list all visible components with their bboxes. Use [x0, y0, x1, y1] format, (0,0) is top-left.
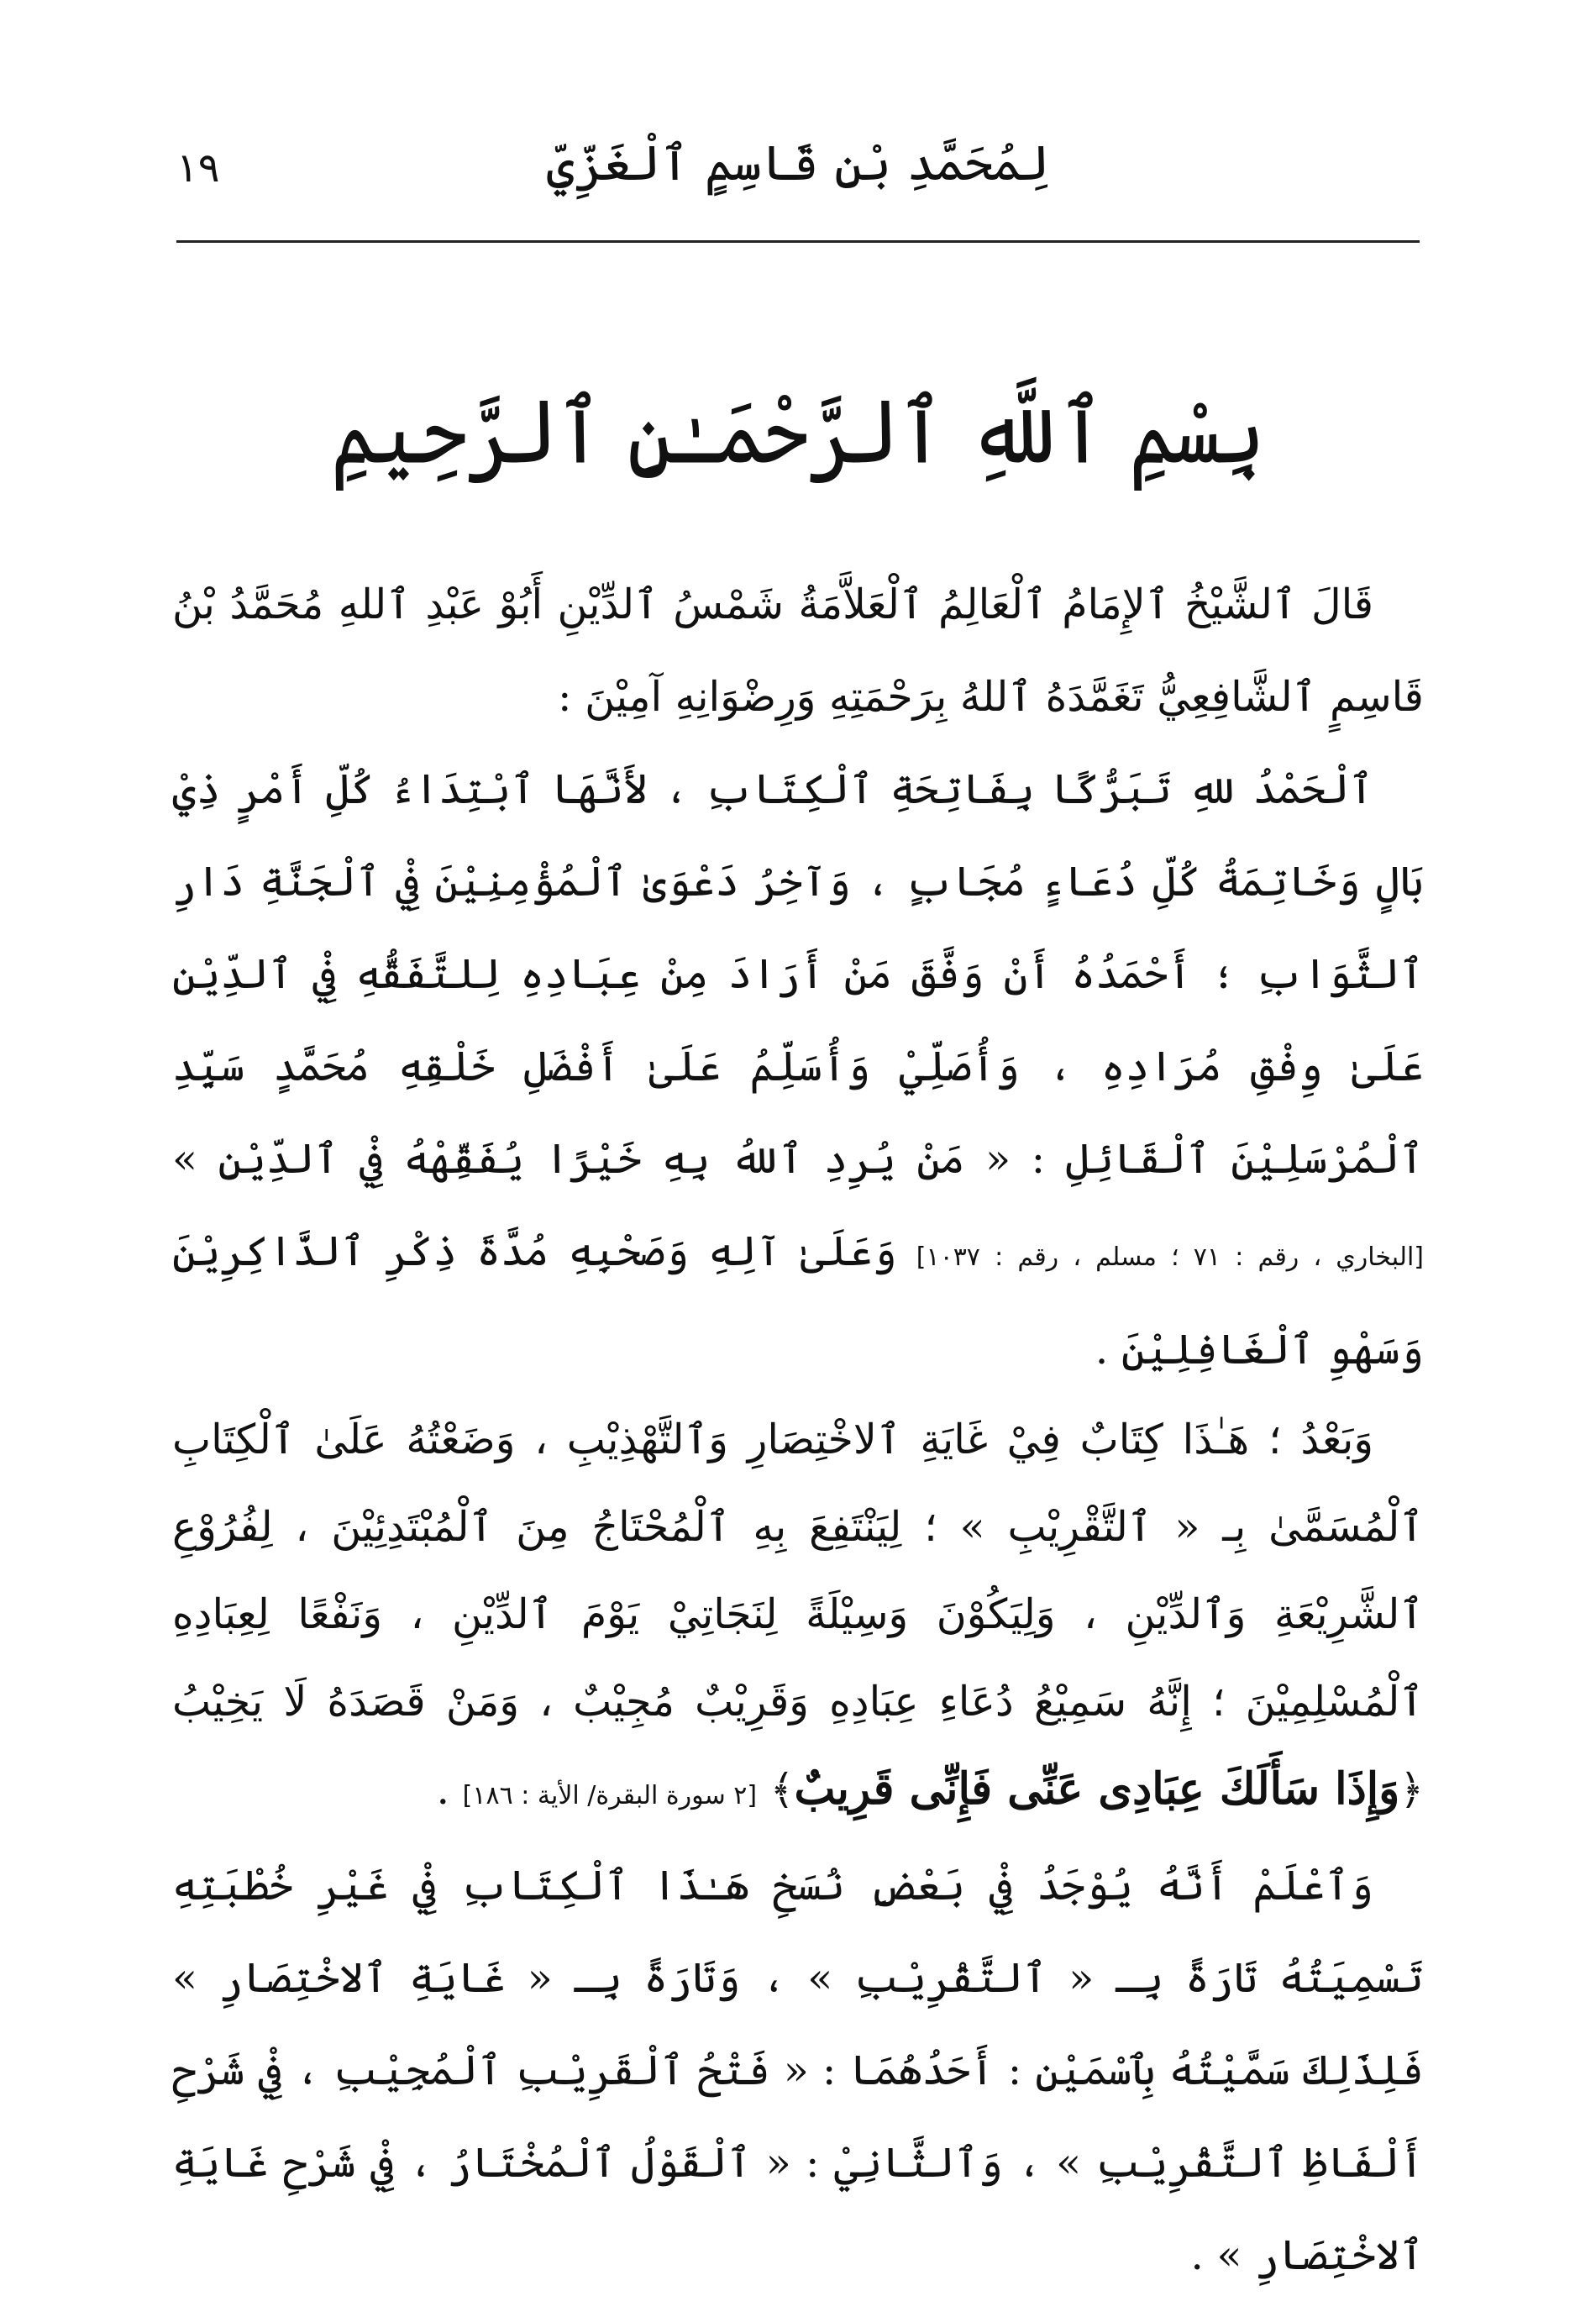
baad-text: وَبَعْدُ ؛ هَـٰذَا كِتَابٌ فِيْ غَايَةِ ٱلاخْتِصَارِ وَٱلتَّهْذِيْبِ ، وَضَعْتُهُ عَلَىٰ ٱلْكِتَابِ ٱلْمُسَمَّىٰ بِـ « ٱلتَّقْرِيْبِ » ؛ لِيَنْتَفِعَ بِهِ ٱلْمُحْتَاجُ مِنَ ٱلْمُبْتَدِئِيْنَ ، لِفُرُوْعِ ٱلشَّرِيْعَةِ وَٱلدِّيْنِ ، وَلِيَكُوْنَ وَسِيْلَةً لِنَجَاتِيْ يَوْمَ ٱلدِّيْنِ ، وَنَفْعًا لِعِبَادِهِ ٱلْمُسْلِمِيْنَ ؛ إِنَّهُ سَمِيْعُ دُعَاءِ عِبَادِهِ وَقَرِيْبٌ مُجِيْبٌ ، وَمَنْ قَصَدَهُ لَا يَخِيْبُ: [172, 1416, 1424, 1726]
hamd-text: ٱلْحَمْدُ للهِ تَبَرُّكًا بِفَاتِحَةِ ٱلْكِتَابِ ، لأَنَّهَا ٱبْتِدَاءُ كُلِّ أَمْرٍ ذِيْ بَالٍ وَخَاتِمَةُ كُلِّ دُعَاءٍ مُجَابٍ ، وَآخِرُ دَعْوَىٰ ٱلْمُؤْمِنِيْنَ فِيْ ٱلْجَنَّةِ دَارِ ٱلثَّوَابِ ؛ أَحْمَدُهُ أَنْ وَفَّقَ مَنْ أَرَادَ مِنْ عِبَادِهِ لِلتَّفَقُّهِ فِيْ ٱلدِّيْنِ عَلَىٰ وِفْقِ مُرَادِهِ ، وَأُصَلِّيْ وَأُسَلِّمُ عَلَىٰ أَفْضَلِ خَلْقِهِ مُحَمَّدٍ سَيِّدِ ٱلْمُرْسَلِيْنَ ٱلْقَائِلِ : « مَنْ يُرِدِ ٱللهُ بِهِ خَيْرًا يُفَقِّهْهُ فِيْ ٱلدِّيْنِ »: [172, 765, 1424, 1183]
quran-reference: [٢ سورة البقرة/ الأية : ١٨٦]: [462, 1781, 758, 1810]
basmala-text: بِسْمِ ٱللَّهِ ٱلرَّحْمَـٰنِ ٱلرَّحِيمِ: [331, 380, 1265, 484]
baad-paragraph: وَبَعْدُ ؛ هَـٰذَا كِتَابٌ فِيْ غَايَةِ ٱلاخْتِصَارِ وَٱلتَّهْذِيْبِ ، وَضَعْتُهُ عَلَىٰ ٱلْكِتَابِ ٱلْمُسَمَّىٰ بِـ « ٱلتَّقْرِيْبِ » ؛ لِيَنْتَفِعَ بِهِ ٱلْمُحْتَاجُ مِنَ ٱلْمُبْتَدِئِيْنَ ، لِفُرُوْعِ ٱلشَّرِيْعَةِ وَٱلدِّيْنِ ، وَلِيَكُوْنَ وَسِيْلَةً لِنَجَاتِيْ يَوْمَ ٱلدِّيْنِ ، وَنَفْعًا لِعِبَادِهِ ٱلْمُسْلِمِيْنَ ؛ إِنَّهُ سَمِيْعُ دُعَاءِ عِبَادِهِ وَقَرِيْبٌ مُجِيْبٌ ، وَمَنْ قَصَدَهُ لَا يَخِيْبُ ﴿وَإِذَا سَأَلَكَ عِبَادِى عَنِّى فَإِنِّى قَرِيبٌ﴾ [٢ سورة البقرة/ الأية : ١٨٦] .: [172, 1416, 1424, 1815]
hadith-reference: [البخاري ، رقم : ٧١ ؛ مسلم ، رقم : ١٠٣٧]: [916, 1243, 1424, 1272]
page-number: ١٩: [176, 144, 220, 192]
book-title: لِمُحَمَّدِ بْنِ قَاسِمٍ ٱلْغَزِّيِّ: [546, 134, 1050, 192]
main-text: [172, 559, 1424, 2302]
quran-verse: وَإِذَا سَأَلَكَ عِبَادِى عَنِّى فَإِنِّى قَرِيبٌ: [794, 1763, 1400, 1815]
basmala-calligraphy: [0, 353, 1596, 512]
running-header: [176, 126, 1420, 218]
header-divider: [176, 240, 1420, 243]
hamd-paragraph: [172, 743, 1424, 1396]
hamd-tail: وَعَلَىٰ آلِهِ وَصَحْبِهِ مُدَّةَ ذِكْرِ ٱلذَّاكِرِيْنَ وَسَهْوِ ٱلْغَافِلِيْنَ .: [172, 1227, 1424, 1374]
intro-paragraph: قَالَ ٱلشَّيْخُ ٱلإِمَامُ ٱلْعَالِمُ ٱلْعَلاَّمَةُ شَمْسُ ٱلدِّيْنِ أَبُوْ عَبْدِ ٱللهِ مُحَمَّدُ بْنُ قَاسِمٍ ٱلشَّافِعِيُّ تَغَمَّدَهُ ٱللهُ بِرَحْمَتِهِ وَرِضْوَانِهِ آمِيْنَ :: [172, 581, 1424, 721]
quran-open-bracket: ﴿: [1399, 1766, 1424, 1814]
naming-paragraph: وَٱعْلَمْ أَنَّهُ يُوْجَدُ فِيْ بَعْضِ نُسَخِ هَـٰذَا ٱلْكِتَابِ فِيْ غَيْرِ خُطْبَتِهِ تَسْمِيَتُهُ تَارَةً بِـ « ٱلتَّقْرِيْبِ » ، وَتَارَةً بِـ « غَايَةِ ٱلاخْتِصَارِ » فَلِذَلِكَ سَمَّيْتُهُ بِٱسْمَيْنِ : أَحَدُهُمَا : « فَتْحُ ٱلْقَرِيْبِ ٱلْمُجِيْبِ ، فِيْ شَرْحِ أَلْفَاظِ ٱلتَّقْرِيْبِ » ، وَٱلثَّانِيْ : « ٱلْقَوْلُ ٱلْمُخْتَارُ ، فِيْ شَرْحِ غَايَةِ ٱلاخْتِصَارِ » .: [172, 1862, 1424, 2279]
quran-close-bracket: ﴾: [769, 1766, 795, 1814]
